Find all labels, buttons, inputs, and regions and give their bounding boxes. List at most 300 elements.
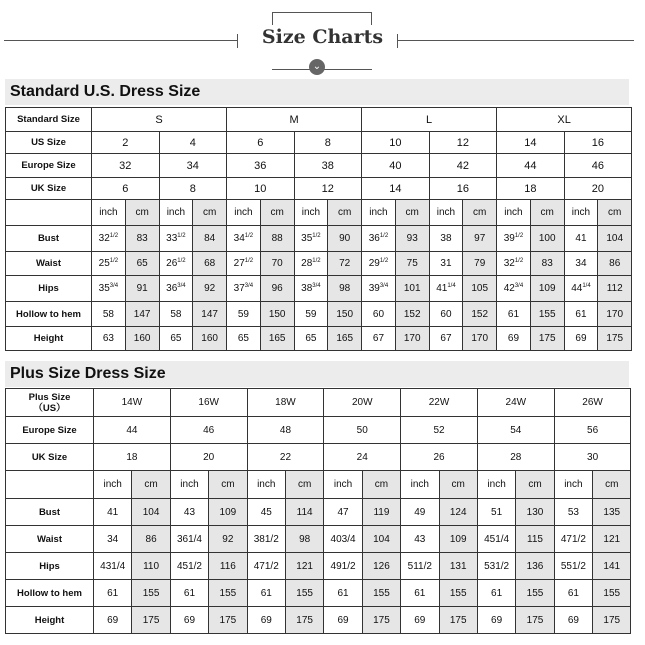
measure-value — [92, 226, 126, 252]
header-rule-right — [398, 40, 634, 41]
measure-row-hips — [6, 553, 631, 580]
measure-value: 61 — [94, 580, 132, 607]
measure-value: 511/2 — [401, 553, 439, 580]
value-main: 70 — [271, 258, 283, 269]
value-fraction: 1/2 — [514, 233, 524, 239]
size-group-s: S — [92, 108, 227, 132]
value-main: 27 — [233, 258, 245, 269]
unit-cm: cm — [209, 471, 247, 499]
value-main: 65 — [237, 333, 249, 344]
measure-value — [193, 252, 227, 276]
measure-value — [497, 276, 531, 302]
row-label: Hips — [6, 553, 94, 580]
value-fraction: 3/4 — [514, 283, 524, 289]
row-label: Hips — [6, 276, 92, 302]
measure-value — [159, 302, 193, 327]
size-value: 22W — [401, 389, 478, 417]
measure-value — [159, 226, 193, 252]
value-main: 31 — [440, 258, 452, 269]
size-value: 26W — [554, 389, 631, 417]
measure-value — [328, 327, 362, 351]
measure-value: 61 — [247, 580, 285, 607]
measure-value: 69 — [401, 607, 439, 634]
measure-value — [294, 276, 328, 302]
size-value: 24W — [477, 389, 554, 417]
measure-row-waist — [6, 526, 631, 553]
size-value: 16W — [170, 389, 247, 417]
measure-value: 551/2 — [554, 553, 592, 580]
value-main: 39 — [368, 283, 380, 294]
unit-cm: cm — [395, 200, 429, 226]
value-main: 26 — [166, 258, 178, 269]
value-main: 101 — [403, 283, 421, 294]
size-value: 18W — [247, 389, 324, 417]
measure-value — [260, 276, 294, 302]
value-main: 29 — [368, 258, 380, 269]
measure-value — [564, 276, 598, 302]
measure-value: 155 — [593, 580, 631, 607]
size-value: 32 — [92, 154, 160, 178]
value-main: 150 — [336, 308, 354, 320]
measure-value: 119 — [362, 499, 400, 526]
plus-size-table — [5, 388, 631, 634]
value-main: 170 — [403, 333, 421, 344]
value-main: 58 — [102, 308, 114, 320]
size-value: 20W — [324, 389, 401, 417]
value-main: 42 — [503, 283, 515, 294]
measure-row-bust — [6, 499, 631, 526]
measure-value — [598, 226, 632, 252]
measure-value — [125, 226, 159, 252]
measure-value — [193, 226, 227, 252]
plus-europe-size-row — [6, 417, 631, 444]
value-fraction: 1/2 — [312, 258, 321, 264]
measure-value — [294, 302, 328, 327]
value-main: 165 — [336, 333, 354, 344]
value-main: 92 — [204, 283, 216, 294]
uk-size-row — [6, 178, 632, 200]
measure-value — [497, 226, 531, 252]
standard-size-table — [5, 107, 632, 351]
measure-row-hollow-to-hem — [6, 580, 631, 607]
measure-value — [463, 226, 497, 252]
measure-value — [260, 302, 294, 327]
measure-value: 51 — [477, 499, 515, 526]
value-main: 67 — [440, 333, 452, 344]
measure-value: 141 — [593, 553, 631, 580]
value-fraction: 1/2 — [109, 233, 119, 239]
measure-value: 130 — [516, 499, 554, 526]
measure-value — [362, 276, 396, 302]
value-main: 100 — [538, 233, 556, 244]
measure-value — [159, 327, 193, 351]
measure-value — [497, 302, 531, 327]
size-value: 18 — [94, 444, 171, 471]
measure-value — [227, 302, 261, 327]
standard-size-row — [6, 108, 632, 132]
value-fraction: 1/2 — [312, 233, 321, 239]
unit-cm: cm — [193, 200, 227, 226]
size-group-m: M — [227, 108, 362, 132]
unit-cm: cm — [530, 200, 564, 226]
size-value: 50 — [324, 417, 401, 444]
measure-value: 69 — [170, 607, 208, 634]
unit-inch: inch — [227, 200, 261, 226]
size-value: 2 — [92, 132, 160, 154]
unit-inch: inch — [429, 200, 463, 226]
measure-value: 431/4 — [94, 553, 132, 580]
measure-value — [497, 327, 531, 351]
value-main: 83 — [541, 258, 553, 269]
measure-value: 155 — [516, 580, 554, 607]
unit-inch: inch — [554, 471, 592, 499]
unit-inch: inch — [362, 200, 396, 226]
value-main: 34 — [233, 233, 245, 244]
value-main: 61 — [575, 308, 587, 320]
measure-value: 43 — [401, 526, 439, 553]
size-value: 14W — [94, 389, 171, 417]
measure-value: 61 — [170, 580, 208, 607]
measure-value — [328, 226, 362, 252]
measure-value — [260, 226, 294, 252]
measure-value — [92, 327, 126, 351]
measure-value — [395, 252, 429, 276]
value-main: 170 — [606, 308, 624, 320]
value-main: 79 — [474, 258, 486, 269]
measure-row-waist — [6, 252, 632, 276]
measure-value: 131 — [439, 553, 477, 580]
measure-value: 45 — [247, 499, 285, 526]
value-fraction: 1/2 — [244, 258, 254, 264]
value-main: 170 — [471, 333, 489, 344]
value-main: 93 — [406, 233, 418, 244]
size-value: 38 — [294, 154, 362, 178]
size-value: 12 — [429, 132, 497, 154]
measure-value — [564, 252, 598, 276]
unit-cm: cm — [593, 471, 631, 499]
unit-inch: inch — [564, 200, 598, 226]
unit-cm: cm — [362, 471, 400, 499]
size-value: 54 — [477, 417, 554, 444]
plus-size-label: Plus Size — [28, 391, 71, 403]
row-label: UK Size — [6, 444, 94, 471]
unit-cm: cm — [598, 200, 632, 226]
row-label: Bust — [6, 499, 94, 526]
unit-row — [6, 471, 631, 499]
measure-value: 86 — [132, 526, 170, 553]
measure-value: 109 — [209, 499, 247, 526]
header-rule-left — [4, 40, 237, 41]
size-value: 30 — [554, 444, 631, 471]
value-main: 72 — [339, 258, 351, 269]
value-main: 152 — [403, 308, 421, 320]
size-value: 8 — [159, 178, 227, 200]
measure-value: 43 — [170, 499, 208, 526]
measure-value — [362, 302, 396, 327]
us-size-row — [6, 132, 632, 154]
measure-value — [159, 252, 193, 276]
measure-value: 155 — [439, 580, 477, 607]
value-main: 84 — [204, 233, 216, 244]
measure-value: 69 — [94, 607, 132, 634]
row-label: Height — [6, 607, 94, 634]
measure-value: 61 — [554, 580, 592, 607]
measure-value — [92, 302, 126, 327]
unit-cm: cm — [285, 471, 323, 499]
measure-value — [429, 327, 463, 351]
measure-value: 69 — [324, 607, 362, 634]
value-main: 36 — [166, 283, 178, 294]
measure-value: 126 — [362, 553, 400, 580]
value-fraction: 1/2 — [379, 233, 389, 239]
size-value: 42 — [429, 154, 497, 178]
value-main: 37 — [233, 283, 245, 294]
measure-value: 53 — [554, 499, 592, 526]
value-main: 165 — [268, 333, 286, 344]
plus-section-title: Plus Size Dress Size — [5, 361, 629, 387]
measure-value: 175 — [209, 607, 247, 634]
unit-inch: inch — [247, 471, 285, 499]
europe-size-row — [6, 154, 632, 178]
size-value: 36 — [227, 154, 295, 178]
size-value: 14 — [497, 132, 565, 154]
measure-value: 175 — [516, 607, 554, 634]
value-main: 28 — [301, 258, 313, 269]
value-main: 97 — [474, 233, 486, 244]
row-label: Bust — [6, 226, 92, 252]
size-value: 14 — [362, 178, 430, 200]
measure-value — [530, 302, 564, 327]
measure-value — [463, 302, 497, 327]
measure-value — [395, 302, 429, 327]
value-main: 32 — [503, 258, 515, 269]
size-value: 46 — [564, 154, 632, 178]
unit-inch: inch — [324, 471, 362, 499]
value-main: 44 — [571, 283, 583, 294]
measure-value — [395, 327, 429, 351]
unit-inch: inch — [401, 471, 439, 499]
measure-value: 69 — [554, 607, 592, 634]
measure-value — [125, 327, 159, 351]
value-main: 98 — [339, 283, 351, 294]
size-value: 20 — [564, 178, 632, 200]
measure-value: 471/2 — [247, 553, 285, 580]
page-title: Size Charts — [261, 26, 384, 48]
value-fraction: 3/4 — [244, 283, 254, 289]
value-main: 68 — [204, 258, 216, 269]
size-value: 44 — [497, 154, 565, 178]
measure-value: 471/2 — [554, 526, 592, 553]
size-value: 16 — [564, 132, 632, 154]
size-value: 4 — [159, 132, 227, 154]
measure-value — [530, 226, 564, 252]
measure-value — [429, 302, 463, 327]
unit-cm: cm — [260, 200, 294, 226]
value-main: 63 — [102, 333, 114, 344]
measure-value: 175 — [439, 607, 477, 634]
value-main: 36 — [368, 233, 380, 244]
measure-value — [463, 252, 497, 276]
measure-value — [193, 302, 227, 327]
value-main: 104 — [606, 233, 624, 244]
measure-value — [227, 327, 261, 351]
measure-value: 155 — [209, 580, 247, 607]
value-main: 35 — [301, 233, 313, 244]
row-label: Europe Size — [6, 154, 92, 178]
value-main: 61 — [507, 308, 520, 320]
measure-value: 135 — [593, 499, 631, 526]
size-value: 34 — [159, 154, 227, 178]
value-main: 96 — [271, 283, 283, 294]
header-rule-right-cap — [397, 34, 398, 48]
measure-value — [429, 276, 463, 302]
measure-value — [564, 302, 598, 327]
measure-value — [429, 252, 463, 276]
value-fraction: 3/4 — [312, 283, 321, 289]
plus-uk-size-row — [6, 444, 631, 471]
measure-value — [125, 302, 159, 327]
measure-value — [497, 252, 531, 276]
measure-value — [564, 327, 598, 351]
measure-value — [193, 327, 227, 351]
measure-value: 115 — [516, 526, 554, 553]
value-fraction: 1/4 — [582, 283, 591, 289]
value-main: 91 — [136, 283, 148, 294]
measure-value — [328, 302, 362, 327]
measure-value: 121 — [593, 526, 631, 553]
value-main: 32 — [98, 233, 110, 244]
size-value: 46 — [170, 417, 247, 444]
value-main: 65 — [305, 333, 317, 344]
measure-row-hips — [6, 276, 632, 302]
value-main: 65 — [136, 258, 148, 269]
unit-inch: inch — [159, 200, 193, 226]
unit-cm: cm — [125, 200, 159, 226]
measure-value — [92, 252, 126, 276]
value-fraction: 3/4 — [109, 283, 119, 289]
unit-cm: cm — [328, 200, 362, 226]
value-main: 69 — [575, 333, 587, 344]
value-main: 58 — [170, 308, 182, 320]
value-main: 109 — [538, 283, 556, 294]
value-main: 83 — [136, 233, 148, 244]
measure-value: 104 — [132, 499, 170, 526]
measure-value — [260, 327, 294, 351]
row-label: Waist — [6, 252, 92, 276]
measure-value: 531/2 — [477, 553, 515, 580]
value-fraction: 1/4 — [447, 283, 456, 289]
measure-value: 61 — [477, 580, 515, 607]
plus-size-unit: （US） — [33, 402, 66, 414]
value-main: 35 — [98, 283, 110, 294]
value-main: 152 — [471, 308, 489, 320]
measure-value: 69 — [477, 607, 515, 634]
unit-cm: cm — [516, 471, 554, 499]
measure-value — [530, 276, 564, 302]
size-value: 26 — [401, 444, 478, 471]
size-value: 6 — [92, 178, 160, 200]
measure-value — [463, 276, 497, 302]
unit-row-blank — [6, 200, 92, 226]
measure-value: 155 — [285, 580, 323, 607]
value-main: 59 — [305, 308, 317, 320]
measure-value — [294, 252, 328, 276]
size-value: 6 — [227, 132, 295, 154]
plus-size-row — [6, 389, 631, 417]
measure-value — [530, 252, 564, 276]
measure-value — [193, 276, 227, 302]
size-value: 10 — [362, 132, 430, 154]
value-fraction: 1/2 — [109, 258, 119, 264]
measure-value: 124 — [439, 499, 477, 526]
unit-inch: inch — [497, 200, 531, 226]
size-value: 28 — [477, 444, 554, 471]
size-value: 48 — [247, 417, 324, 444]
size-value: 56 — [554, 417, 631, 444]
measure-value: 361/4 — [170, 526, 208, 553]
size-value: 44 — [94, 417, 171, 444]
measure-value: 110 — [132, 553, 170, 580]
measure-value: 109 — [439, 526, 477, 553]
value-main: 86 — [609, 258, 621, 269]
measure-value — [328, 276, 362, 302]
measure-value — [260, 252, 294, 276]
size-value: 16 — [429, 178, 497, 200]
value-main: 90 — [339, 233, 351, 244]
value-main: 38 — [301, 283, 313, 294]
header-rule-left-cap — [237, 34, 238, 48]
measure-value — [159, 276, 193, 302]
value-main: 88 — [271, 233, 283, 244]
measure-value — [530, 327, 564, 351]
measure-row-hollow-to-hem — [6, 302, 632, 327]
size-value: 18 — [497, 178, 565, 200]
measure-value: 175 — [362, 607, 400, 634]
measure-value: 175 — [593, 607, 631, 634]
chevron-down-icon: ⌄ — [309, 59, 325, 75]
measure-value — [362, 327, 396, 351]
value-main: 33 — [166, 233, 178, 244]
row-label: US Size — [6, 132, 92, 154]
measure-value — [429, 226, 463, 252]
size-value: 12 — [294, 178, 362, 200]
measure-value: 403/4 — [324, 526, 362, 553]
measure-value: 121 — [285, 553, 323, 580]
value-main: 59 — [237, 308, 249, 320]
size-value: 10 — [227, 178, 295, 200]
measure-value — [92, 276, 126, 302]
measure-value: 61 — [401, 580, 439, 607]
measure-value — [598, 327, 632, 351]
measure-value — [598, 302, 632, 327]
measure-value: 114 — [285, 499, 323, 526]
unit-cm: cm — [439, 471, 477, 499]
value-fraction: 1/2 — [177, 258, 186, 264]
measure-value — [294, 226, 328, 252]
row-label: Europe Size — [6, 417, 94, 444]
measure-value: 34 — [94, 526, 132, 553]
measure-row-height — [6, 607, 631, 634]
size-value: 24 — [324, 444, 401, 471]
row-label: Hollow to hem — [6, 580, 94, 607]
unit-inch: inch — [92, 200, 126, 226]
value-main: 112 — [606, 283, 623, 294]
value-main: 147 — [201, 308, 218, 320]
unit-cm: cm — [463, 200, 497, 226]
row-label: Standard Size — [6, 108, 92, 132]
value-fraction: 1/2 — [177, 233, 186, 239]
value-main: 175 — [606, 333, 624, 344]
